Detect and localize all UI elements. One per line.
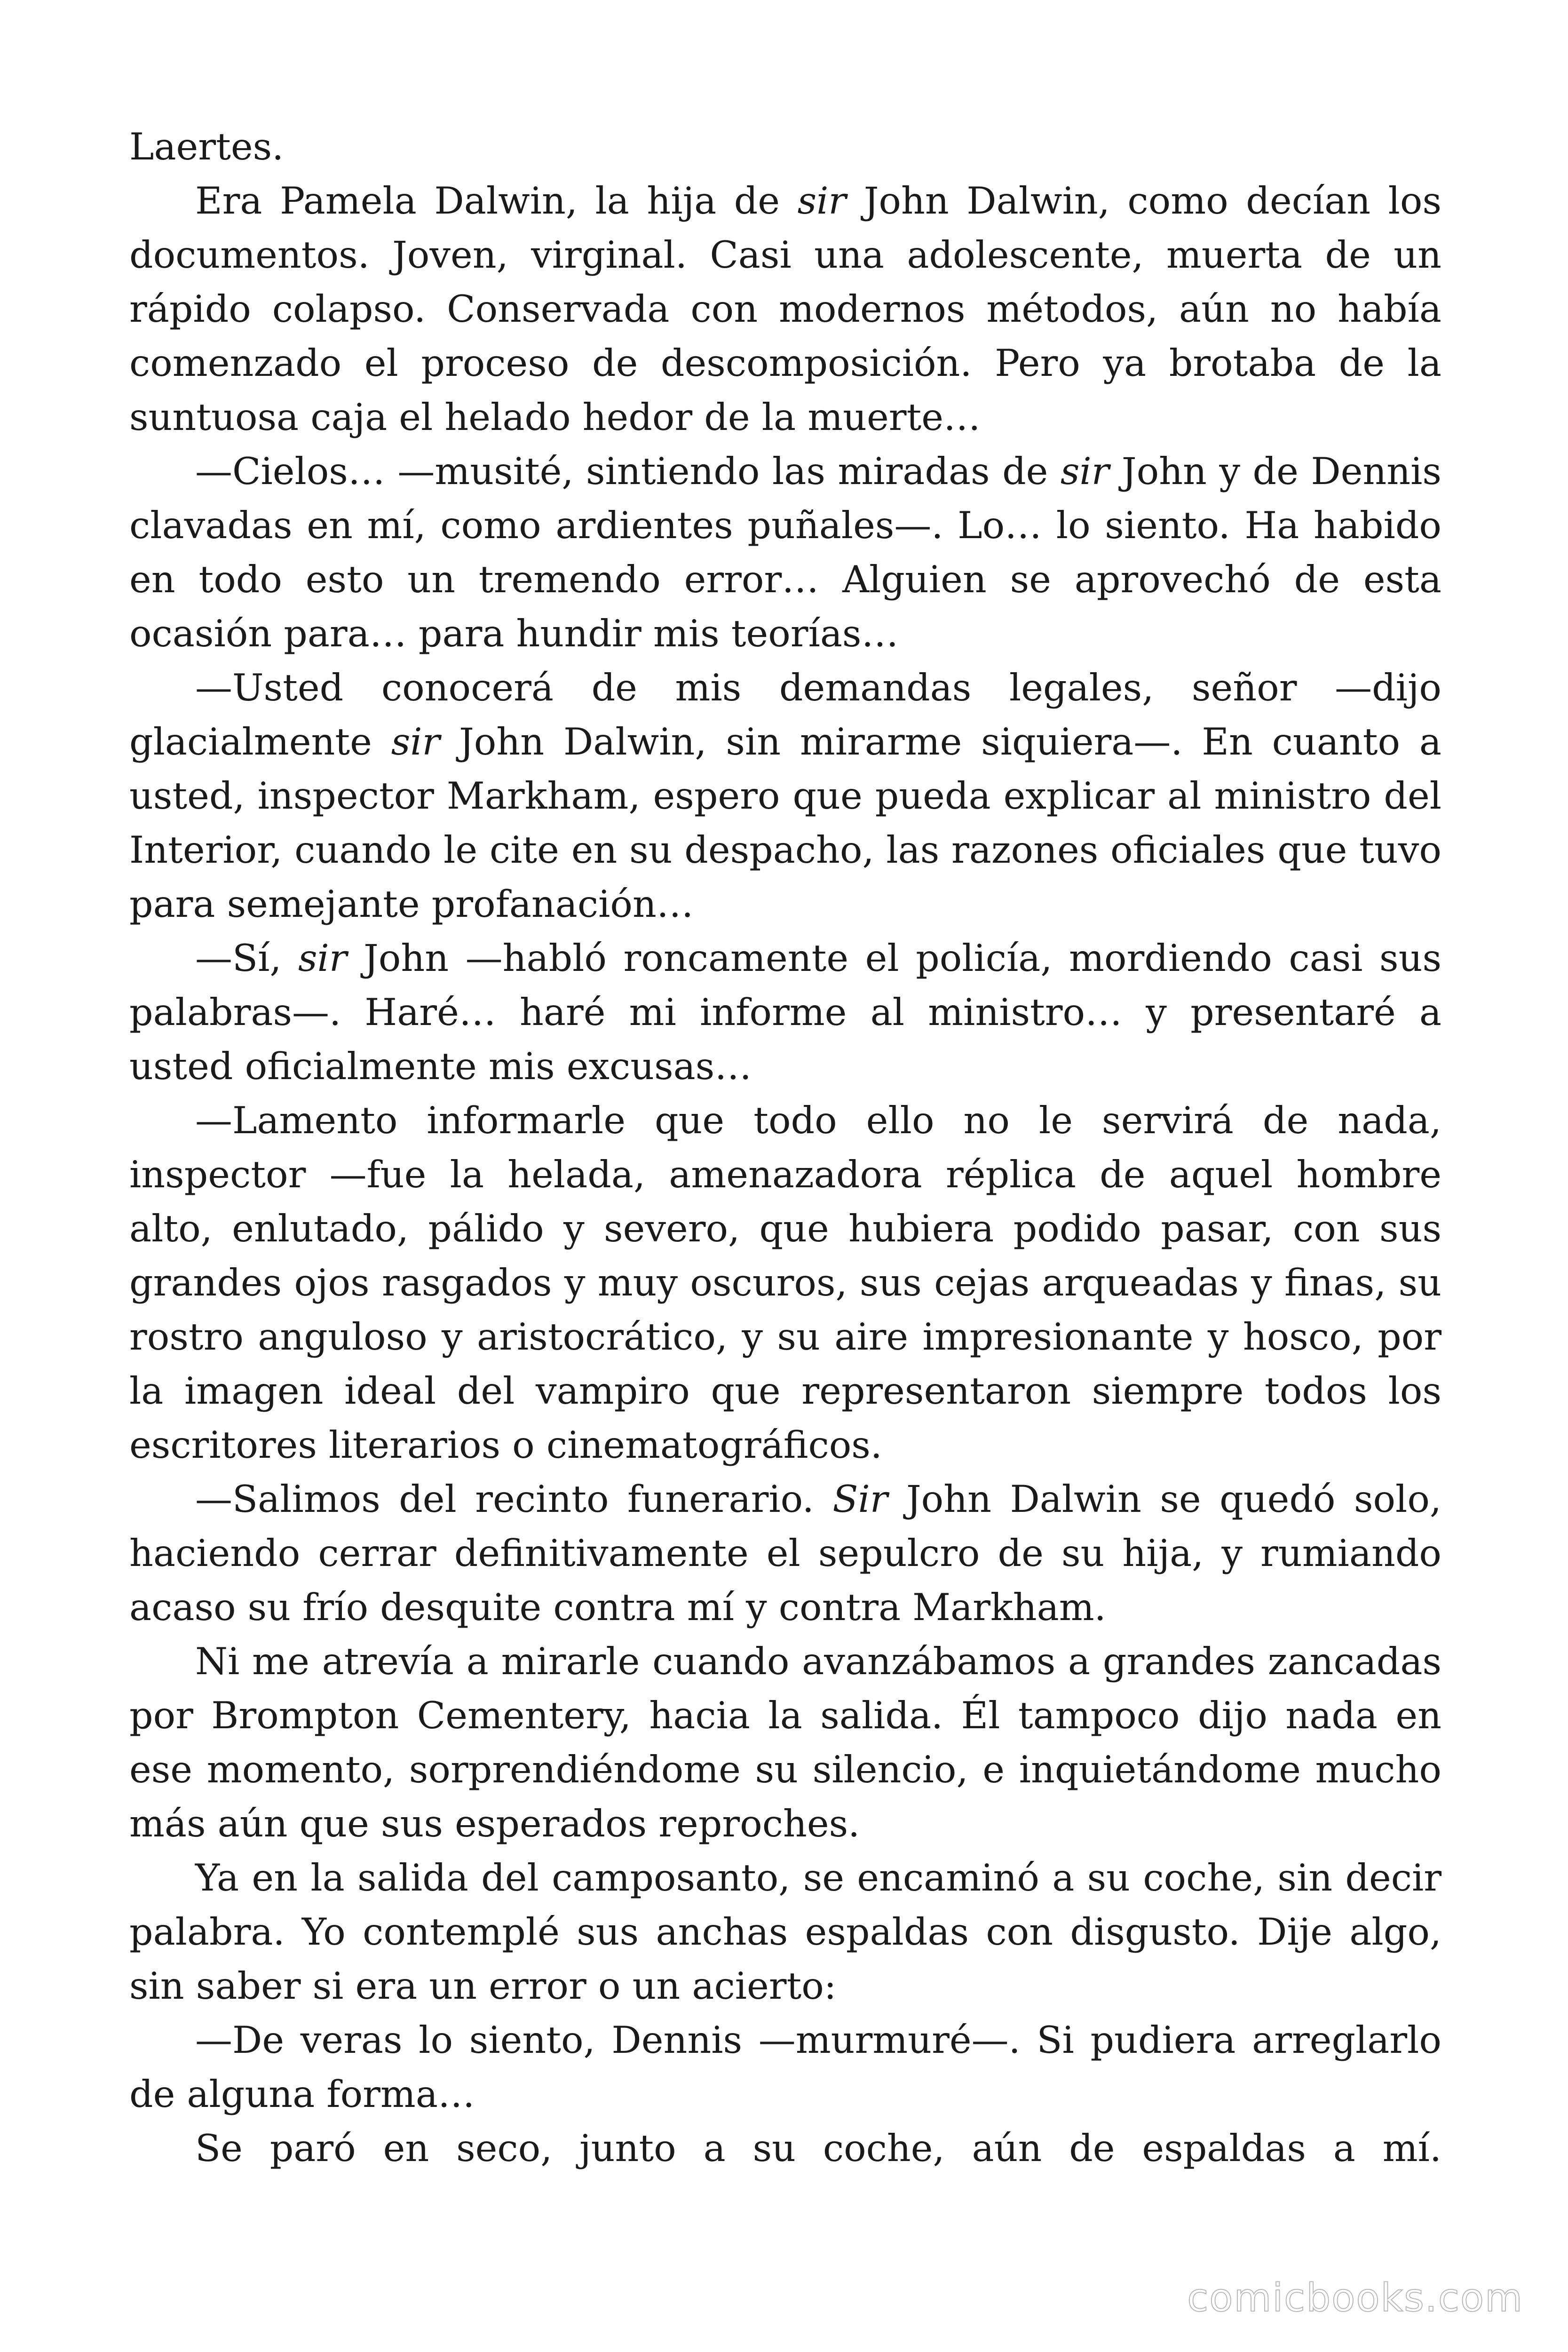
paragraph: [129, 2122, 1441, 2176]
italic-text: sir: [298, 937, 347, 980]
italic-text: sir: [797, 179, 847, 222]
text-run: —Sí,: [195, 937, 299, 980]
paragraph: [129, 661, 1441, 931]
page-body: [129, 120, 1441, 2176]
paragraph: [129, 445, 1441, 661]
paragraph: [129, 1851, 1441, 2013]
italic-text: sir: [391, 720, 440, 763]
text-run: John Dalwin, sin mirarme siquiera—. En cuanto a usted, inspector Markham, espero que pueda explicar al ministro del Interior, cuando le cite en su despacho, las razones oficiales que tuvo para semejante profanación…: [129, 720, 1442, 926]
text-run: John —habló roncamente el policía, mordiendo casi sus palabras—. Haré… haré mi informe al ministro… y presentaré a usted oficialmente mis excusas…: [129, 937, 1441, 1088]
paragraph: [129, 931, 1441, 1094]
text-run: Era Pamela Dalwin, la hija de: [195, 179, 798, 222]
text-run: —Cielos… —musité, sintiendo las miradas de: [195, 450, 1061, 493]
watermark: comicbooks.com: [1187, 2276, 1523, 2320]
text-run: Ni me atrevía a mirarle cuando avanzábamos a grandes zancadas por Brompton Cementery, hacia la salida. Él tampoco dijo nada en ese momento, sorprendiéndome su silencio, e inquietándome mucho más aún que sus esperados reproches.: [129, 1640, 1441, 1845]
text-run: —Usted conocerá de mis demandas legales, señor —dijo glacialmente: [129, 666, 1441, 763]
paragraph: [129, 174, 1441, 445]
paragraph: [129, 120, 1441, 174]
text-run: John Dalwin se quedó solo, haciendo cerrar definitivamente el sepulcro de su hija, y rumiando acaso su frío desquite contra mí y contra Markham.: [129, 1478, 1441, 1629]
paragraph: [129, 1472, 1441, 1635]
text-run: —Lamento informarle que todo ello no le servirá de nada, inspector —fue la helada, amenazadora réplica de aquel hombre alto, enlutado, pálido y severo, que hubiera podido pasar, con sus grandes ojos rasgados y muy oscuros, sus cejas arqueadas y finas, su rostro anguloso y aristocrático, y su aire impresionante y hosco, por la imagen ideal del vampiro que representaron siempre todos los escritores literarios o cinematográficos.: [129, 1099, 1441, 1467]
paragraph: [129, 1635, 1441, 1851]
text-run: —Salimos del recinto funerario.: [195, 1478, 833, 1521]
text-run: Ya en la salida del camposanto, se encaminó a su coche, sin decir palabra. Yo contemplé sus anchas espaldas con disgusto. Dije algo, sin saber si era un error o un acierto:: [129, 1856, 1441, 2008]
paragraph: [129, 2013, 1441, 2122]
italic-text: sir: [1060, 450, 1109, 493]
text-run: —De veras lo siento, Dennis —murmuré—. Si pudiera arreglarlo de alguna forma…: [129, 2018, 1441, 2116]
text-run: John y de Dennis clavadas en mí, como ardientes puñales—. Lo… lo siento. Ha habido en todo esto un tremendo error… Alguien se aprovechó de esta ocasión para… para hundir mis teorías…: [129, 450, 1441, 655]
text-run: Laertes.: [129, 125, 284, 168]
italic-text: Sir: [832, 1478, 888, 1521]
text-run: John Dalwin, como decían los documentos. Joven, virginal. Casi una adolescente, muerta de un rápido colapso. Conservada con modernos métodos, aún no había comenzado el proceso de descomposición. Pero ya brotaba de la suntuosa caja el helado hedor de la muerte…: [129, 179, 1441, 439]
text-run: Se paró en seco, junto a su coche, aún de espaldas a mí.: [195, 2127, 1441, 2170]
paragraph: [129, 1094, 1441, 1472]
